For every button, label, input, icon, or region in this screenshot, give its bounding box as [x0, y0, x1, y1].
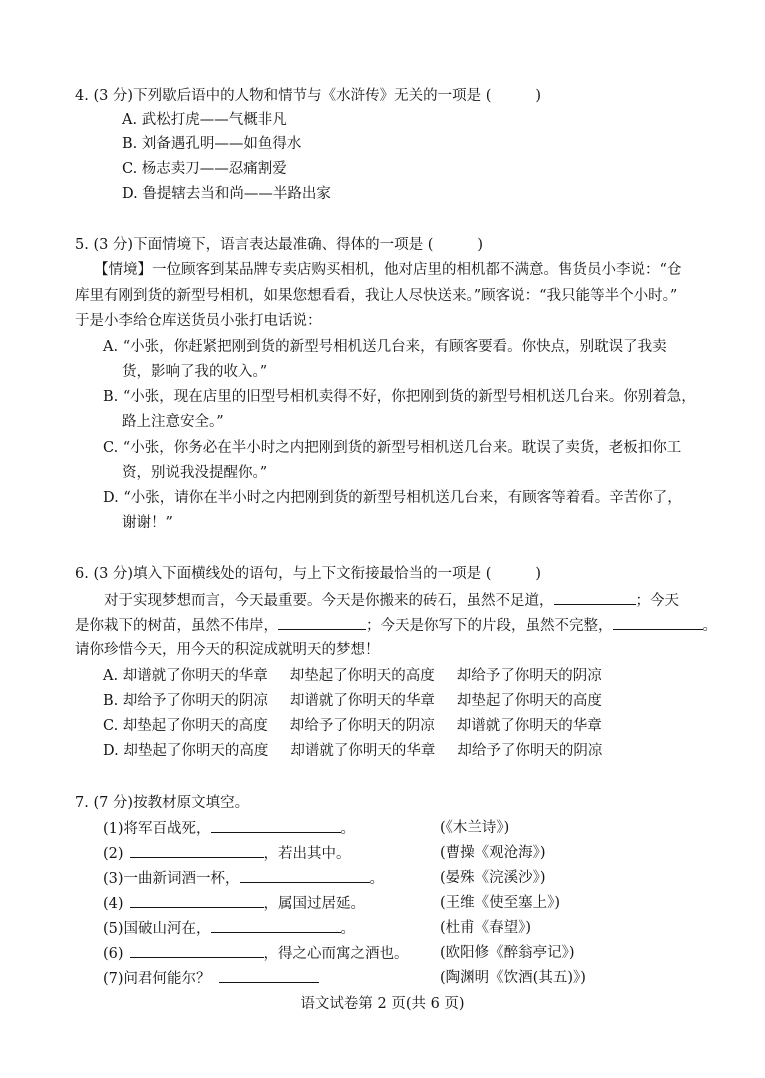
q7-blank-3: [240, 868, 370, 883]
q5-scenario-line-3: 于是小李给仓库送货员小张打电话说：: [75, 313, 322, 329]
q6-blank-1: [554, 590, 636, 605]
q7-blank-5: [211, 918, 341, 933]
q4-option-a: A. 武松打虎——气概非凡: [122, 112, 287, 128]
q7-source-7: (陶渊明《饮酒(其五)》): [440, 970, 586, 986]
q6-option-c: C. 却垫起了你明天的高度 却给予了你明天的阴凉 却谱就了你明天的华章: [103, 718, 602, 734]
q7-item-5: (5)国破山河在， 。: [103, 918, 355, 939]
q5-option-b-line-1: B. “小张，现在店里的旧型号相机卖得不好，你把刚到货的新型号相机送几台来。你别着急，: [103, 389, 696, 405]
q4-stem: 4. (3 分)下列歇后语中的人物和情节与《水浒传》无关的一项是 ( ): [75, 88, 542, 104]
page-footer: 语文试卷第 2 页(共 6 页): [300, 996, 465, 1012]
q6-passage-line-1: 对于实现梦想而言，今天最重要。今天是你搬来的砖石，虽然不足道， ；今天: [104, 590, 679, 611]
q4-option-d: D. 鲁提辖去当和尚——半路出家: [122, 186, 331, 202]
q7-item-2: (2) ，若出其中。: [103, 843, 351, 864]
q7-blank-4: [130, 893, 264, 908]
q5-scenario-line-1: 【情境】一位顾客到某品牌专卖店购买相机，他对店里的相机都不满意。售货员小李说：“仓: [94, 262, 682, 278]
q7-source-2: (曹操《观沧海》): [440, 845, 546, 861]
q6-stem: 6. (3 分)填入下面横线处的语句，与上下文衔接最恰当的一项是 ( ): [75, 566, 542, 582]
q7-source-5: (杜甫《春望》): [440, 920, 532, 936]
q7-item-7: (7)问君何能尔？: [103, 968, 319, 989]
q7-source-6: (欧阳修《醉翁亭记》): [440, 945, 575, 961]
q4-option-c: C. 杨志卖刀——忍痛割爱: [122, 161, 287, 177]
q5-option-a-line-1: A. “小张，你赶紧把刚到货的新型号相机送几台来，有顾客要看。你快点，别耽误了我卖: [103, 339, 667, 355]
q7-source-3: (晏殊《浣溪沙》): [440, 870, 546, 886]
q7-blank-6: [130, 943, 264, 958]
q7-stem: 7. (7 分)按教材原文填空。: [75, 795, 250, 811]
q6-option-b: B. 却给予了你明天的阴凉 却谱就了你明天的华章 却垫起了你明天的高度: [103, 693, 602, 709]
q7-item-6: (6) ，得之心而寓之酒也。: [103, 943, 409, 964]
q6-blank-2: [278, 615, 366, 630]
q5-stem: 5. (3 分)下面情境下，语言表达最准确、得体的一项是 ( ): [75, 237, 484, 253]
q5-scenario-line-2: 库里有刚到货的新型号相机，如果您想看看，我让人尽快送来。”顾客说：“我只能等半个小时。”: [75, 288, 678, 304]
q4-option-b: B. 刘备遇孔明——如鱼得水: [122, 136, 302, 152]
q7-source-1: (《木兰诗》): [440, 820, 510, 836]
q7-item-4: (4) ，属国过居延。: [103, 893, 365, 914]
q5-option-a-line-2: 货，影响了我的收入。”: [122, 364, 268, 380]
q5-option-b-line-2: 路上注意安全。”: [122, 414, 224, 430]
q5-option-d-line-1: D. “小张，请你在半小时之内把刚到货的新型号相机送几台来，有顾客等着看。辛苦你了，: [103, 490, 682, 506]
q6-option-a: A. 却谱就了你明天的华章 却垫起了你明天的高度 却给予了你明天的阴凉: [103, 668, 602, 684]
q6-option-d: D. 却垫起了你明天的高度 却谱就了你明天的华章 却给予了你明天的阴凉: [103, 743, 603, 759]
q7-blank-7: [219, 968, 319, 983]
q6-passage-line-3: 请你珍惜今天，用今天的积淀成就明天的梦想！: [75, 642, 380, 658]
q7-blank-1: [211, 818, 341, 833]
q7-item-1: (1)将军百战死， 。: [103, 818, 355, 839]
q6-blank-3: [613, 615, 703, 630]
q7-source-4: (王维《使至塞上》): [440, 895, 561, 911]
q5-option-d-line-2: 谢谢！”: [122, 515, 173, 531]
q5-option-c-line-1: C. “小张，你务必在半小时之内把刚到货的新型号相机送几台来。耽误了卖货，老板扣你工: [103, 440, 682, 456]
q6-passage-line-2: 是你栽下的树苗，虽然不伟岸， ；今天是你写下的片段，虽然不完整， 。: [75, 615, 717, 636]
q7-item-3: (3)一曲新词酒一杯， 。: [103, 868, 384, 889]
q7-blank-2: [130, 843, 264, 858]
q5-option-c-line-2: 资，别说我没提醒你。”: [122, 465, 268, 481]
